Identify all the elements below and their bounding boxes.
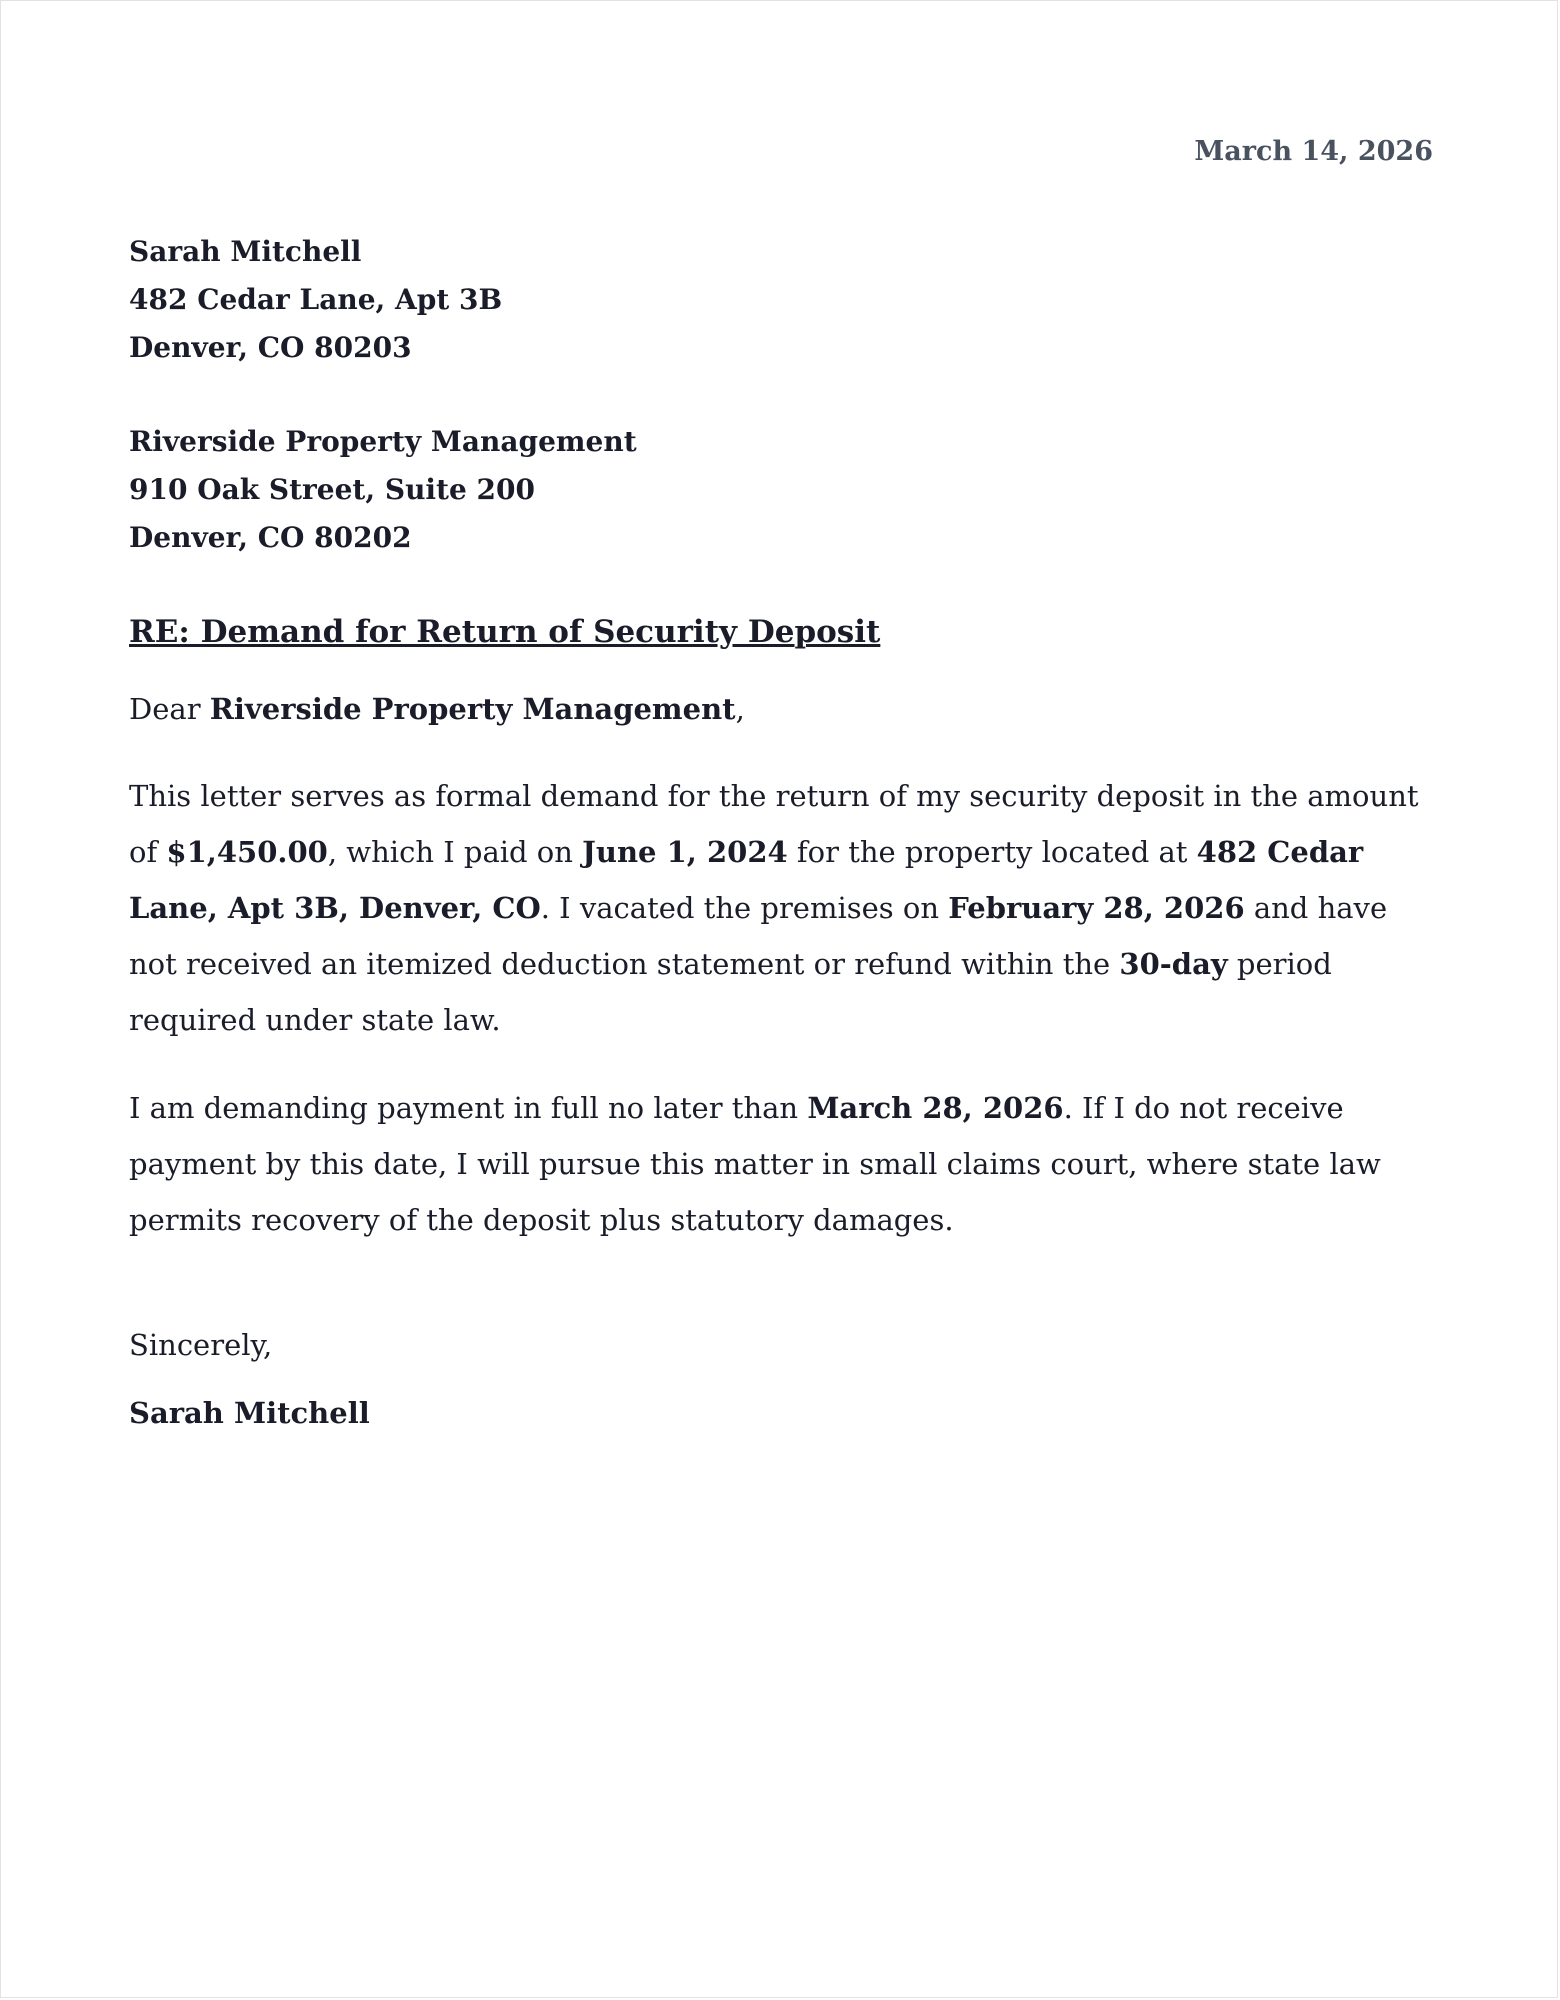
sender-name: Sarah Mitchell bbox=[129, 235, 362, 268]
payment-deadline: March 28, 2026 bbox=[807, 1091, 1064, 1125]
salutation-name: Riverside Property Management bbox=[209, 692, 736, 726]
sender-address bbox=[129, 228, 1433, 372]
recipient-address bbox=[129, 418, 1433, 562]
recipient-city: Denver, CO 80202 bbox=[129, 521, 412, 554]
p2-text-2: . If I do not receive payment by this date, I will pursue this matter in small claims court, where state law permits recovery of the deposit plus statutory damages. bbox=[129, 1091, 1381, 1237]
salutation-greeting: Dear bbox=[129, 692, 210, 726]
subject-line: RE: Demand for Return of Security Deposit bbox=[129, 614, 881, 650]
signature-name: Sarah Mitchell bbox=[129, 1396, 370, 1430]
sender-city: Denver, CO 80203 bbox=[129, 331, 412, 364]
closing: Sincerely, bbox=[129, 1328, 273, 1362]
letter-body bbox=[129, 136, 1433, 1434]
recipient-name: Riverside Property Management bbox=[129, 425, 637, 458]
p1-text-5: and have not received an itemized deduction statement or refund within the bbox=[129, 891, 1388, 981]
letter-date: March 14, 2026 bbox=[1194, 136, 1433, 167]
sender-street: 482 Cedar Lane, Apt 3B bbox=[129, 283, 503, 316]
property-address: 482 Cedar Lane, Apt 3B, Denver, CO bbox=[129, 835, 1364, 925]
refund-period: 30-day bbox=[1119, 947, 1228, 981]
p1-text-6: period required under state law. bbox=[129, 947, 1332, 1037]
p1-text-1: This letter serves as formal demand for the return of my security deposit in the amount of bbox=[129, 779, 1419, 869]
vacated-date: February 28, 2026 bbox=[948, 891, 1245, 925]
salutation bbox=[129, 688, 1433, 730]
p1-text-4: . I vacated the premises on bbox=[540, 891, 949, 925]
deposit-amount: $1,450.00 bbox=[166, 835, 328, 869]
p1-text-3: for the property located at bbox=[787, 835, 1197, 869]
body-paragraph-2 bbox=[129, 1080, 1429, 1248]
recipient-street: 910 Oak Street, Suite 200 bbox=[129, 473, 535, 506]
p2-text-1: I am demanding payment in full no later than bbox=[129, 1091, 808, 1125]
salutation-punct: , bbox=[735, 692, 745, 726]
body-paragraph-1 bbox=[129, 768, 1429, 1048]
paid-date: June 1, 2024 bbox=[582, 835, 788, 869]
p1-text-2: , which I paid on bbox=[327, 835, 583, 869]
